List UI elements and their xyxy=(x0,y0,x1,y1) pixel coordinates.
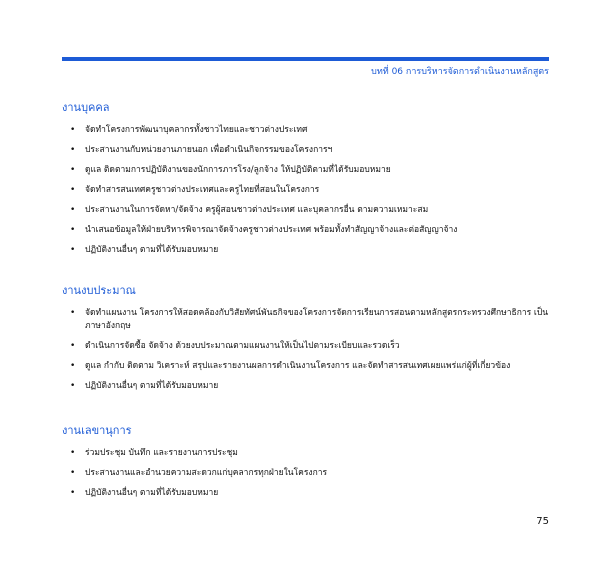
bullet-icon: • xyxy=(70,245,76,255)
bullet-icon: • xyxy=(70,361,76,371)
bullet-icon: • xyxy=(70,488,76,498)
bullet-icon: • xyxy=(70,225,76,235)
section-heading: งานงบประมาณ xyxy=(62,284,136,297)
list-item xyxy=(62,224,552,237)
bullet-icon: • xyxy=(70,341,76,351)
section-personnel xyxy=(62,98,552,264)
bullet-list xyxy=(62,124,552,257)
bullet-icon: • xyxy=(70,468,76,478)
list-item-text: ปฏิบัติงานอื่นๆ ตามที่ได้รับมอบหมาย xyxy=(85,488,219,498)
bullet-icon: • xyxy=(70,125,76,135)
list-item-text: ปฏิบัติงานอื่นๆ ตามที่ได้รับมอบหมาย xyxy=(85,245,219,255)
section-heading: งานเลขานุการ xyxy=(62,424,132,437)
bullet-icon: • xyxy=(70,165,76,175)
list-item xyxy=(62,487,552,500)
bullet-icon: • xyxy=(70,145,76,155)
section-secretary xyxy=(62,421,552,507)
list-item-text: ปฏิบัติงานอื่นๆ ตามที่ได้รับมอบหมาย xyxy=(85,381,219,391)
list-item xyxy=(62,244,552,257)
page-number: 75 xyxy=(536,516,549,527)
list-item-text: ดูแล กำกับ ติดตาม วิเคราะห์ สรุปและรายงานผลการดำเนินงานโครงการ และจัดทำสารสนเทศเผยแพร่แก่ผู้ที่เกี่ยวข้อง xyxy=(85,361,511,371)
running-head: บทที่ 06 การบริหารจัดการดำเนินงานหลักสูตร xyxy=(371,67,549,77)
bullet-icon: • xyxy=(70,185,76,195)
list-item-text: ร่วมประชุม บันทึก และรายงานการประชุม xyxy=(85,448,238,458)
bullet-icon: • xyxy=(70,381,76,391)
list-item-text: จัดทำแผนงาน โครงการให้สอดคล้องกับวิสัยทัศน์พันธกิจของโครงการจัดการเรียนการสอนตามหลักสูตรกระทรวงศึกษาธิการ เป็นภาษาอังกฤษ xyxy=(85,308,549,331)
list-item xyxy=(62,307,552,333)
section-budget xyxy=(62,281,552,400)
list-item xyxy=(62,467,552,480)
list-item xyxy=(62,204,552,217)
bullet-icon: • xyxy=(70,448,76,458)
bullet-icon: • xyxy=(70,205,76,215)
section-heading: งานบุคคล xyxy=(62,101,110,114)
list-item-text: ประสานงานกับหน่วยงานภายนอก เพื่อดำเนินกิจกรรมของโครงการฯ xyxy=(85,145,333,155)
list-item xyxy=(62,447,552,460)
list-item-text: ประสานงานและอำนวยความสะดวกแก่บุคลากรทุกฝ่ายในโครงการ xyxy=(85,468,328,478)
list-item xyxy=(62,124,552,137)
list-item xyxy=(62,184,552,197)
list-item xyxy=(62,360,552,373)
header-rule xyxy=(62,57,549,61)
list-item-text: ดำเนินการจัดซื้อ จัดจ้าง ด้วยงบประมาณตามแผนงานให้เป็นไปตามระเบียบและรวดเร็ว xyxy=(85,341,400,351)
list-item xyxy=(62,340,552,353)
list-item xyxy=(62,164,552,177)
bullet-icon: • xyxy=(70,308,76,318)
list-item-text: นำเสนอข้อมูลให้ฝ่ายบริหารพิจารณาจัดจ้างครูชาวต่างประเทศ พร้อมทั้งทำสัญญาจ้างและต่อสัญญาจ้าง xyxy=(85,225,458,235)
list-item xyxy=(62,144,552,157)
bullet-list xyxy=(62,447,552,500)
list-item xyxy=(62,380,552,393)
list-item-text: จัดทำสารสนเทศครูชาวต่างประเทศและครูไทยที่สอนในโครงการ xyxy=(85,185,320,195)
list-item-text: ประสานงานในการจัดหา/จัดจ้าง ครูผู้สอนชาวต่างประเทศ และบุคลากรอื่น ตามความเหมาะสม xyxy=(85,205,429,215)
list-item-text: จัดทำโครงการพัฒนาบุคลากรทั้งชาวไทยและชาวต่างประเทศ xyxy=(85,125,308,135)
list-item-text: ดูแล ติดตามการปฏิบัติงานของนักการภารโรง/ลูกจ้าง ให้ปฏิบัติตามที่ได้รับมอบหมาย xyxy=(85,165,391,175)
bullet-list xyxy=(62,307,552,393)
